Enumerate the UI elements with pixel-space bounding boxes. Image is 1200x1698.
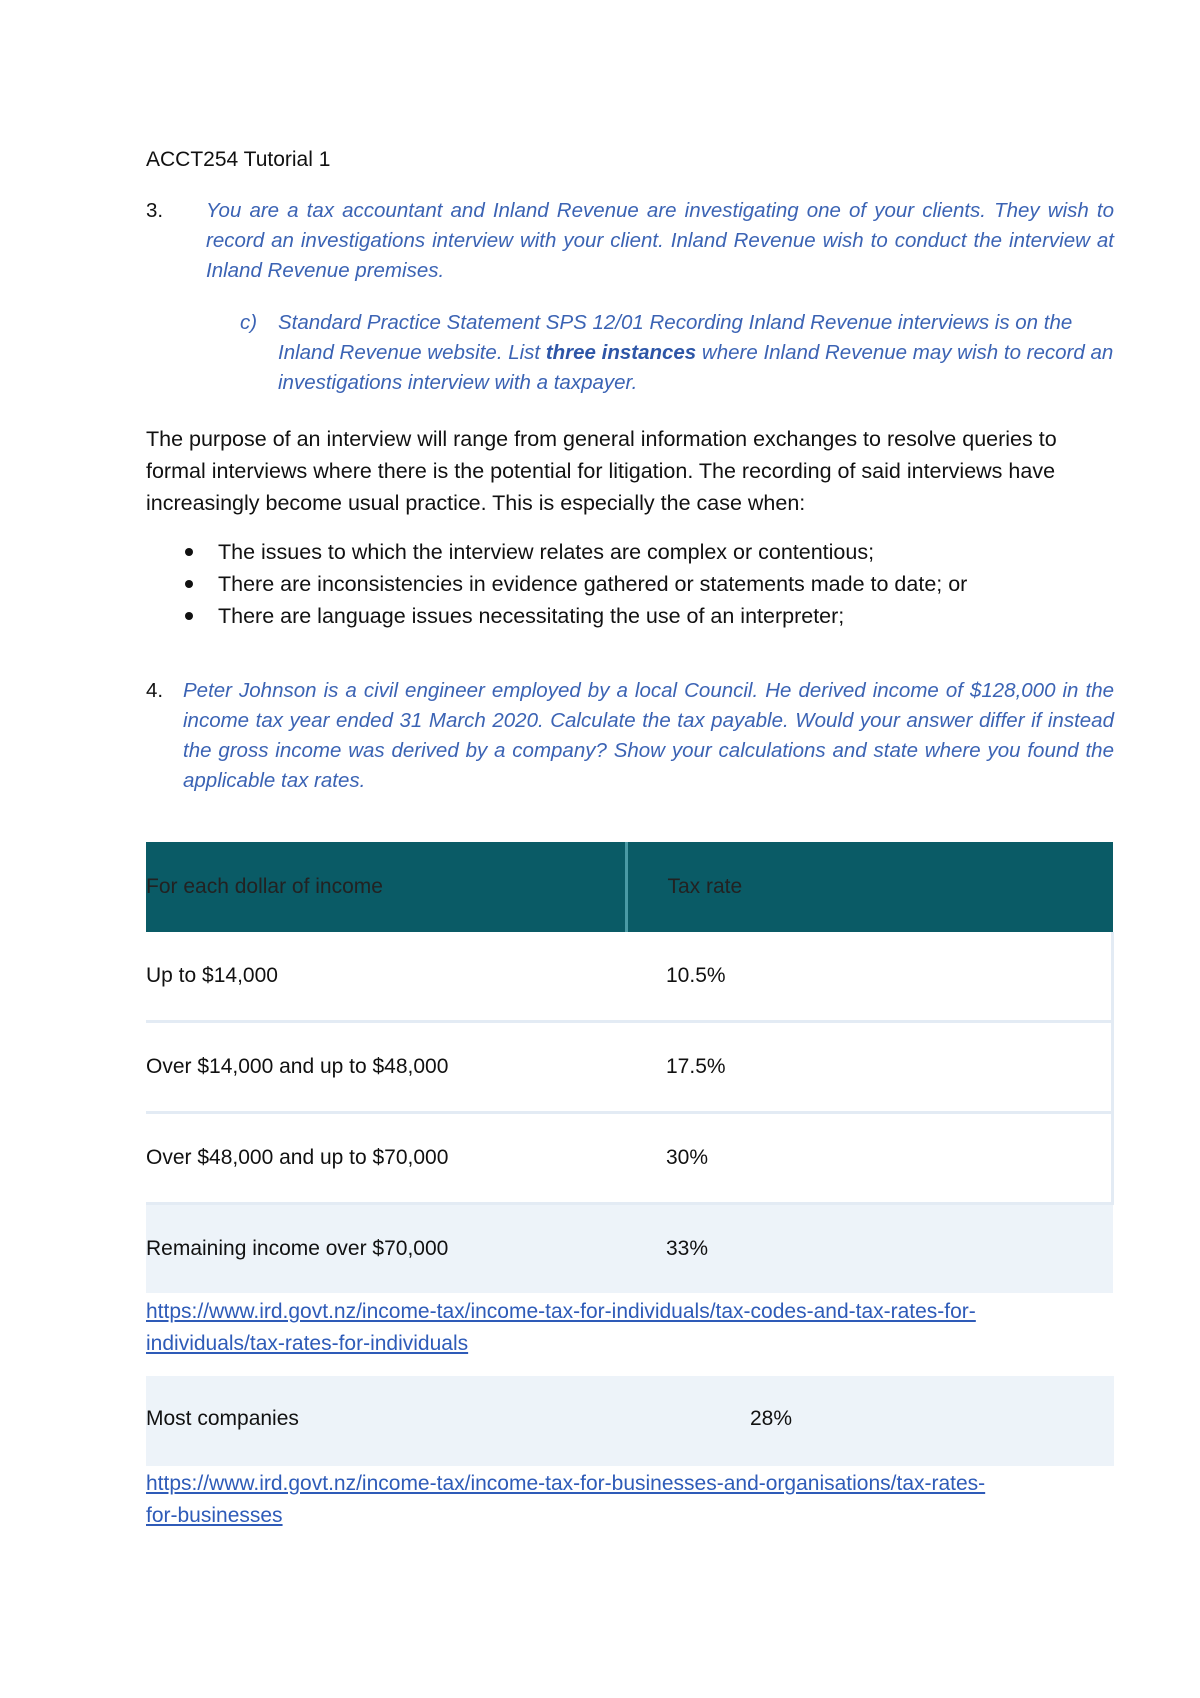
- table-header-row: [146, 842, 1113, 932]
- table-row: [146, 1113, 1113, 1204]
- question-3c-text: [278, 308, 1114, 398]
- question-3-text: You are a tax accountant and Inland Revenue are investigating one of your clients. They wish to record an investigations interview with your client. Inland Revenue wish to conduct the interview at Inland Revenue premises.: [206, 199, 1114, 282]
- bullet-item: There are language issues necessitating the use of an interpreter;: [146, 600, 1114, 632]
- question-4: [146, 676, 1114, 796]
- question-3c: [240, 308, 1114, 398]
- company-rate-label: Most companies: [146, 1407, 299, 1430]
- table-row: [146, 1022, 1113, 1113]
- question-4-text: Peter Johnson is a civil engineer employed by a local Council. He derived income of $128,000 in the income tax year ended 31 March 2020. Calculate the tax payable. Would your answer differ if instead the gross income was derived by a company? Show your calculations and state where you found the applicable tax rates.: [183, 679, 1114, 792]
- company-rate-value: 28%: [750, 1407, 793, 1430]
- link-line[interactable]: for-businesses: [146, 1504, 283, 1527]
- tax-rates-table: [146, 842, 1114, 1293]
- question-4-number: 4.: [146, 679, 164, 702]
- answer-paragraph: The purpose of an interview will range from general information exchanges to resolve queries to formal interviews where there is the potential for litigation. The recording of said interviews have increasingly become usual practice. This is especially the case when:: [146, 427, 1057, 515]
- individual-tax-rates-link[interactable]: [146, 1296, 1114, 1360]
- table-cell-income: Over $14,000 and up to $48,000: [146, 1022, 626, 1113]
- link-line[interactable]: individuals/tax-rates-for-individuals: [146, 1332, 469, 1355]
- table-cell-rate: 30%: [626, 1113, 1113, 1204]
- table-row: [146, 1204, 1113, 1294]
- table-row: [146, 932, 1113, 1022]
- table-cell-income: Over $48,000 and up to $70,000: [146, 1113, 626, 1204]
- table-header-income: For each dollar of income: [146, 842, 626, 932]
- bullet-list: [146, 536, 1114, 632]
- table-cell-income: Up to $14,000: [146, 932, 626, 1022]
- question-3-number: 3.: [146, 199, 164, 222]
- table-cell-rate: 10.5%: [626, 932, 1113, 1022]
- link-line[interactable]: https://www.ird.govt.nz/income-tax/income-tax-for-businesses-and-organisations/tax-rates-: [146, 1472, 986, 1495]
- company-rate-row: [146, 1376, 1114, 1466]
- table-cell-income: Remaining income over $70,000: [146, 1204, 626, 1294]
- document-title: ACCT254 Tutorial 1: [146, 148, 331, 171]
- question-3c-text-start: Standard Practice Statement SPS 12/01 Recording Inland Revenue interviews is on the Inland Revenue website. List: [278, 311, 1073, 364]
- question-3: [146, 196, 1114, 286]
- question-3c-emphasis: three instances: [545, 341, 697, 364]
- table-cell-rate: 33%: [626, 1204, 1113, 1294]
- table-header-rate: Tax rate: [626, 842, 1113, 932]
- table-cell-rate: 17.5%: [626, 1022, 1113, 1113]
- bullet-item: The issues to which the interview relates are complex or contentious;: [146, 536, 1114, 568]
- question-3c-text-end: where Inland Revenue may wish to record an investigations interview with a taxpayer.: [278, 341, 1114, 394]
- link-line[interactable]: https://www.ird.govt.nz/income-tax/income-tax-for-individuals/tax-codes-and-tax-rates-for-: [146, 1300, 976, 1323]
- question-3c-label: c): [240, 311, 258, 334]
- bullet-item: There are inconsistencies in evidence gathered or statements made to date; or: [146, 568, 1114, 600]
- business-tax-rates-link[interactable]: [146, 1468, 1114, 1532]
